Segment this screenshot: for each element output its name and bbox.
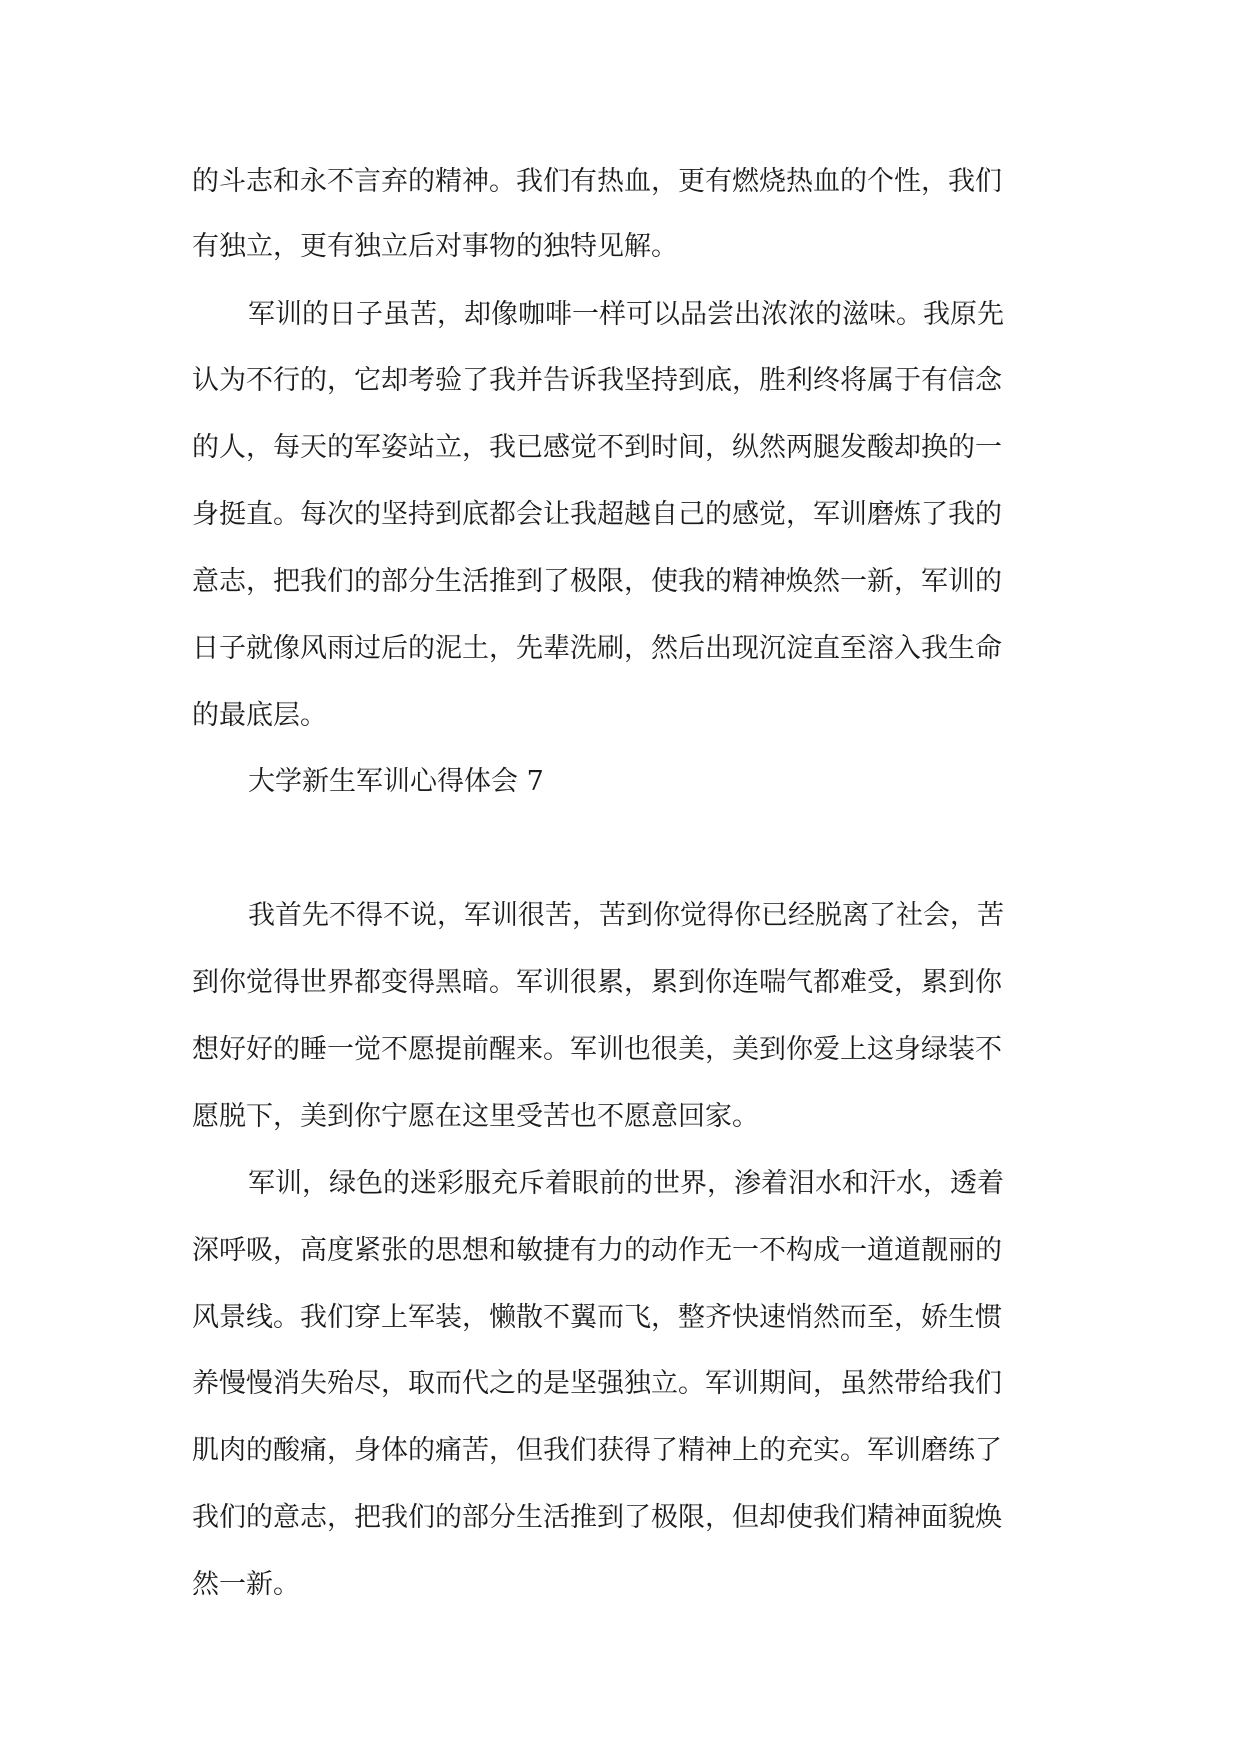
text-line: 想好好的睡一觉不愿提前醒来。军训也很美，美到你爱上这身绿装不 <box>192 1034 1002 1065</box>
text-line: 的人，每天的军姿站立，我已感觉不到时间，纵然两腿发酸却换的一 <box>192 432 1002 463</box>
text-line: 身挺直。每次的坚持到底都会让我超越自己的感觉，军训磨炼了我的 <box>192 499 1002 530</box>
section-heading: 大学新生军训心得体会 7 <box>248 766 544 797</box>
text-line: 到你觉得世界都变得黑暗。军训很累，累到你连喘气都难受，累到你 <box>192 967 1002 998</box>
text-line: 深呼吸，高度紧张的思想和敏捷有力的动作无一不构成一道道靓丽的 <box>192 1235 1002 1266</box>
paragraph-start: 军训的日子虽苦，却像咖啡一样可以品尝出浓浓的滋味。我原先 <box>248 299 1004 330</box>
paragraph-start: 我首先不得不说，军训很苦，苦到你觉得你已经脱离了社会，苦 <box>248 900 1004 931</box>
text-line: 风景线。我们穿上军装，懒散不翼而飞，整齐快速悄然而至，娇生惯 <box>192 1302 1002 1333</box>
text-line: 养慢慢消失殆尽，取而代之的是坚强独立。军训期间，虽然带给我们 <box>192 1368 1002 1399</box>
text-line: 肌肉的酸痛，身体的痛苦，但我们获得了精神上的充实。军训磨练了 <box>192 1435 1002 1466</box>
text-line: 愿脱下，美到你宁愿在这里受苦也不愿意回家。 <box>192 1101 759 1132</box>
text-line: 的斗志和永不言弃的精神。我们有热血，更有燃烧热血的个性，我们 <box>192 166 1002 197</box>
text-line: 然一新。 <box>192 1569 300 1600</box>
text-line: 有独立，更有独立后对事物的独特见解。 <box>192 231 678 262</box>
text-line: 认为不行的，它却考验了我并告诉我坚持到底，胜利终将属于有信念 <box>192 365 1002 396</box>
text-line: 意志，把我们的部分生活推到了极限，使我的精神焕然一新，军训的 <box>192 566 1002 597</box>
text-line: 我们的意志，把我们的部分生活推到了极限，但却使我们精神面貌焕 <box>192 1502 1002 1533</box>
text-line: 的最底层。 <box>192 700 327 731</box>
paragraph-start: 军训，绿色的迷彩服充斥着眼前的世界，渗着泪水和汗水，透着 <box>248 1168 1004 1199</box>
text-line: 日子就像风雨过后的泥土，先辈洗刷，然后出现沉淀直至溶入我生命 <box>192 633 1002 664</box>
